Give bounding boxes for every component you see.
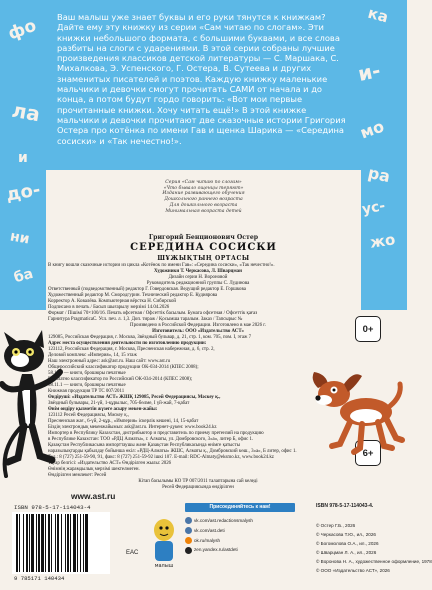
syllable: ус- (360, 198, 387, 218)
imprint-line: Изготовитель: ООО «Издательство АСТ» (152, 329, 244, 334)
imprint-line: Тел.: 8 (727) 251-59-90, 91, факс: 8 (727) 251-59-92 ішкі 107. E-mail: RDC-Almaty@eksmo.kz, www.book24.kz (48, 455, 274, 460)
vk-icon (185, 517, 192, 524)
imprint-line: Біздің электрондық мекенжайымыз: ask@ast.ru. Интернет-дүкен: www.book24.kz (48, 425, 217, 430)
syllable: мо (357, 116, 387, 143)
social-link[interactable] (185, 526, 295, 536)
syllable: ра (366, 162, 392, 187)
age-rating-badge: 0+ (355, 316, 381, 342)
series-line: Для дошкольного возраста (169, 202, 238, 208)
imprint-line: Подписано в печать / Басып шығарылу мерзімі 14.04.2026 (48, 305, 170, 310)
imprint-line: Пресненская жағ., 6-үй, 2-құр., «Империя» іскерлік кешені, 14, 15-қабат (48, 419, 199, 424)
book-title: СЕРЕДИНА СОСИСКИ (130, 242, 277, 253)
syllable: фо (5, 15, 40, 45)
syllable: ка (366, 3, 391, 27)
eac-mark: EAC (126, 550, 139, 556)
series-line: Минимальная возраста детей (165, 208, 242, 214)
imprint-line: Произведено в Российской Федерации. Изготовлено в мае 2026 г. (130, 323, 266, 328)
imprint-line: Деловой комплекс «Империя», 14, 15 этаж (48, 353, 137, 358)
series-line: Серия «Сам читаю по слогам» (165, 180, 242, 185)
imprint-line: наразылықтарды қабылдау бойынша өкіл: «РДЦ-Алматы» ЖШС, Алматы қ., Домбровский көш., 3«а», Б литер, офис 1. (48, 449, 297, 454)
publisher-website[interactable]: www.ast.ru (71, 491, 116, 501)
imprint-line: Өнім өндіру қызметін жүзеге асыру мекен-жайы: (48, 407, 158, 412)
imprint-line: Қазақстан Республикасына импорттаушы және Қазақстан Республикасында өнімге қатысты (48, 443, 241, 448)
social-link-text: zen.yandex.ru/astdeti (194, 547, 238, 553)
imprint-line: 129085, Российская Федерация, г. Москва, Звёздный бульвар, д. 21, стр. 1, ком. 705, пом. I, этаж 7 (48, 335, 252, 340)
imprint-line: Импортер в Республику Казахстан, дистрибьютор и представитель по приему претензий на продукцию (48, 431, 264, 436)
imprint-line: Гарнитура PragmaticaC. Усл. печ. л. 1,3. Доп. тираж / Қосымша таралым. Заказ / Тапсырыс № (48, 317, 243, 322)
barcode-isbn-label: ISBN 978-5-17-114043-4 (14, 504, 91, 511)
imprint-line: Общероссийский классификатор продукции ОК-034-2014 (КПЕС 2008); (48, 365, 199, 370)
malysh-logo-icon (150, 514, 178, 570)
social-links (185, 516, 295, 555)
syllable: и- (355, 57, 383, 87)
right-blue-band (361, 0, 407, 310)
imprint-line: Адрес места осуществления деятельности по изготовлению продукции: (48, 341, 207, 346)
odnoklassniki-icon (185, 537, 192, 544)
syllable: ла (10, 97, 43, 127)
imprint-line: Кітап басылымы КО ТР 007/2011 талаптарына сай келеді (138, 479, 258, 484)
author-name: Григорий Бенционович Остер (148, 234, 259, 241)
isbn-text: ISBN 978-5-17-114043-4. (316, 503, 374, 509)
social-link[interactable] (185, 545, 295, 555)
copyright-line: © ООО «Издательство АСТ», 2026 (316, 568, 390, 573)
syllable: и (18, 150, 28, 166)
imprint-line: Бесплатно классификатор по Российский ОК-034-2014 (КПЕС 2008); (48, 377, 193, 382)
copyright-line: © Черкасова Т.Ю., ил., 2026 (316, 532, 376, 537)
copyright-line: © Воронова Н. А., художественное оформление, 1978 (316, 559, 432, 564)
imprint-line: 123112, Российская Федерация, г. Москва, Пресненская набережная, д. 6, стр. 2, (48, 347, 215, 352)
imprint-line: Руководитель редакционной группы С. Лудинова (146, 281, 250, 286)
imprint-line: Формат / Пішімі 70×100/16. Печать офсетная / Офсеттік басылым. Бумага офсетная / Офсеттік қағаз (48, 311, 258, 316)
social-link[interactable] (185, 516, 295, 526)
book-description: Ваш малыш уже знает буквы и его руки тянутся к книжкам? Дайте ему эту книжку из серии «Сам читаю по слогам». Эти книжки небольшого формата, с большими буквами, и все слова разбиты на слоги с ударениями. В этой серии собраны лучшие произведения классиков детской литературы — С. Маршака, С. Михалкова, Э. Успенского, Г. Остера, В. Сутеева и других знаменитых писателей и поэтов. Каждую книжку маленькие мальчики и девочки смогут прочитать САМИ от начала и до конца, а потом будут гордо говорить: «Вот мои первые прочитанные книжки. Хочу читать ещё!» В этой книжке мальчики и девочки прочитают две сказочные истории Григория Остера про котёнка по имени Гав и щенка Шарика — «Середина сосиски» и «Так нечестно!». (57, 12, 346, 146)
syllable: ни (8, 228, 31, 248)
imprint-line: В книгу вошли сказочные истории из цикла «Котёнок по имени Гав»: «Середина сосиски», «Так нечестно!». (48, 263, 275, 268)
social-link[interactable] (185, 536, 295, 546)
imprint-line: Тауар белгісі: «Издательство АСТ» Өндірілген жылы: 2026 (48, 461, 172, 466)
join-us-banner: Присоединяйтесь к нам! (185, 503, 295, 512)
vk-icon (185, 527, 192, 534)
imprint-line: Художественный редактор М. Смородгурин. Технический редактор Е. Кудиярова (48, 293, 218, 298)
imprint-line: Звёздный бульвары, 21-үй, 1-құрылыс, 705-бөлме, I үй-жай, 7-қабат (48, 401, 190, 406)
imprint-line: в Республике Казахстан: ТОО «РДЦ Алматы», г. Алматы, ул. Домбровского, 3«а», литер Б, офис 1. (48, 437, 254, 442)
barcode-digits: 9 785171 140434 (14, 575, 65, 582)
imprint-line: 58.11.1 — книги, брошюры печатные (48, 383, 126, 388)
syllable: до- (4, 179, 42, 206)
imprint-line: Ответственный (подведомственный) редактор Г. Говердовская. Ведущий редактор Е. Горшкова (48, 287, 246, 292)
syllable: жо (368, 230, 397, 252)
syllable: ба (12, 265, 35, 287)
imprint-line: Книжная продукция ТР ТС 007/2011 (48, 389, 125, 394)
series-line: «Что бывало ощенцы теряют» (163, 185, 244, 191)
social-link-text: vk.com/ast.redactionsmalysh (194, 518, 253, 523)
imprint-line: Наш электронный адрес: ask@ast.ru. Наш сайт: www.ast.ru (48, 359, 171, 364)
series-line: Дошкольного раннего возраста (164, 197, 243, 203)
imprint-line: 58.11.1 — книги, брошюры печатные (48, 371, 126, 376)
imprint-line: Ресей Федерациясында өндірілген (162, 485, 234, 490)
imprint-line: Өндірілген мемлекет: Ресей (48, 473, 107, 478)
copyright-line: © Шварцман Л. А., ил., 2026 (316, 550, 377, 555)
copyright-block (316, 521, 432, 575)
imprint-line: Өндіруші: «Издательство АСТ» ЖШҚ 129085, Ресей Федерациясы, Мәскеу қ., (48, 395, 221, 400)
social-link-text: ok.ru/malysh (194, 537, 221, 543)
zen-icon (185, 547, 192, 554)
social-link-text: vk.com/ast.deti (194, 527, 225, 533)
imprint-line: 123112 Ресей Федерациясы, Мәскеу қ., (48, 413, 130, 418)
imprint-block (48, 263, 348, 491)
copyright-line: © Богомолова О.А., ил., 2026 (316, 541, 379, 546)
age-rating-badge: 6+ (355, 440, 381, 466)
copyright-line: © Остер Г.Б., 2026 (316, 523, 356, 528)
imprint-line: Дизайн серии Н. Вороновой (168, 275, 228, 280)
cat-illustration (0, 330, 66, 480)
imprint-line: Корректор А. Ковалёва. Компьютерная вёрстка Н. Сибирской (48, 299, 177, 304)
imprint-line: Художники Т. Черкасова, Л. Шварцман (154, 269, 242, 274)
book-title-kazakh: ШҰЖЫҚТЫҢ ОРТАСЫ (157, 255, 250, 262)
dog-illustration (310, 366, 405, 456)
series-info (95, 180, 312, 214)
barcode (12, 512, 110, 574)
imprint-line: Өнімнің жарамдылық мерзімі шектелмеген. (48, 467, 140, 472)
series-line: Издание развивающего обучения (162, 191, 245, 197)
logo-text: малыш (154, 563, 174, 569)
